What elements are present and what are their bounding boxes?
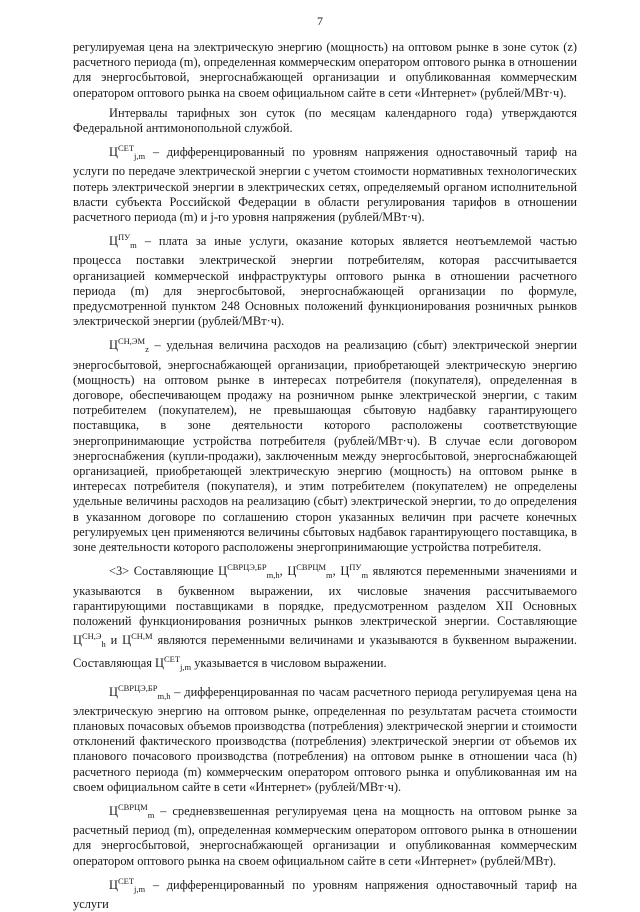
paragraph — [73, 334, 577, 555]
paragraph-text: – дифференцированный по уровням напряжения одноставочный тариф на услуги по передаче электрической энергии с учетом стоимости нормативных технологических потерь электрической энергии в электрических сетях, определяемый органом исполнительной власти субъекта Российской Федерации в области регулирования тарифов в отношении расчетного периода (m) и j-го уровня напряжения (рублей/МВт·ч). — [73, 145, 577, 225]
paragraph-text: – дифференцированная по часам расчетного периода регулируемая цена на электрическую энергию на оптовом рынке, определенная по результатам расчета стоимости плановых почасовых объемов производства (потребления) электрической энергии и стоимости отклонений фактического производства (потребления) электрической энергии от объемов их планового почасового производства (потребления) на оптовом рынке в отношении часа (h) расчетного периода (m) коммерческим оператором оптового рынка и опубликованная им на своем официальном сайте в сети «Интернет» (рублей/МВт·ч). — [73, 684, 577, 794]
paragraph: <3> Составляющие $Ц^{СВРЦЭ,БР}_{m,h}$, $Ц^{СВРЦМ}_m$, $Ц^{ПУ}_m$ являются переменными значениями и указываются в буквенном выражении, их числовые значения рассчитываемого гарантирующими поставщиками в порядке, предусмотренном разделом XII Основных положений функционирования розничных рынков электрической энергии. Составляющие $Ц^{СН,Э}_h$ и $Ц^{СН,М}$ являются переменными величинами и указываются в буквенном выражении. Составляющая $Ц^{СЕТ}_{j,m}$ указывается в числовом выражении. — [73, 562, 578, 673]
paragraph — [73, 874, 577, 912]
paragraph-text: – удельная величина расходов на реализацию (сбыт) электрической энергии энергосбытовой, энергоснабжающей организации, приобретающей электрическую энергию (мощность) на оптовом рынке в интересах потребителя (покупателя), определенная в договоре, обеспечивающем продажу на розничном рынке электрической энергии, с таким потребителем (покупателем), не превышающая сбытовую надбавку гарантирующего поставщика, в зоне деятельности которого расположены соответствующие энергопринимающие устройства потребителя (рублей/МВт·ч). В случае если договором энергоснабжения (купли-продажи), заключенным между энергосбытовой, энергоснабжающей организацией, приобретающей электрическую энергию (мощность) на оптовом рынке в интересах потребителя (покупателя), и этим потребителем (покупателем) не определены удельные величины расходов на реализацию (сбыт) электрической энергии, то до определения в указанном договоре по соглашению сторон указанных величин при расчете конечных регулируемых цен применяются величины сбытовых надбавок гарантирующего поставщика, в зоне деятельности которого расположены энергопринимающие устройства потребителя. — [73, 338, 577, 555]
paragraph — [73, 40, 577, 101]
symbol-c-svrcm: $Ц^{СВРЦМ}_m$ — [287, 562, 333, 581]
paragraph-text: – плата за иные услуги, оказание которых является неотъемлемой частью процесса поставки электрической энергии потребителям, которая рассчитывается организацией коммерческой инфраструктуры оптового рынка в отношении расчетного периода (m) для энергосбытовой, энергоснабжающей организации по формуле, предусмотренной пунктом 248 Основных положений функционирования розничных рынков электрической энергии (рублей/МВт·ч). — [73, 234, 577, 329]
paragraph — [73, 141, 577, 225]
symbol-c-pu: $Ц^{ПУ}_m$ — [109, 232, 137, 251]
paragraph — [73, 800, 577, 869]
symbol-c-pu: $Ц^{ПУ}_m$ — [340, 562, 369, 581]
symbol-c-set: $Ц^{СЕТ}_{j,m}$ — [109, 875, 146, 894]
page-number: 7 — [317, 14, 323, 28]
symbol-c-snm: $Ц^{СН,М}$ — [122, 631, 153, 648]
symbol-c-sne: $Ц^{СН,Э}_h$ — [73, 631, 106, 650]
symbol-c-svrcz: $Ц^{СВРЦЭ,БР}_{m,h}$ — [218, 562, 280, 581]
paragraph — [73, 230, 577, 329]
paragraph — [73, 106, 577, 136]
paragraph — [73, 681, 577, 795]
paragraph-text: – средневзвешенная регулируемая цена на мощность на оптовом рынке за расчетный период (m), определенная коммерческим оператором оптового рынка в отношении для энергосбытовой, энергоснабжающей организации и опубликованная коммерческим оператором оптового рынка на своем официальном сайте в сети «Интернет» (рублей/МВт). — [73, 803, 577, 868]
paragraph-text: – дифференцированный по уровням напряжения одноставочный тариф на услуги — [73, 877, 577, 911]
paragraph-text: Интервалы тарифных зон суток (по месяцам календарного года) утверждаются Федеральной антимонопольной службой. — [73, 105, 577, 136]
paragraph-text: регулируемая цена на электрическую энергию (мощность) на оптовом рынке в зоне суток (z) расчетного периода (m), определенная коммерческим оператором оптового рынка в отношении для энергосбытовой, энергоснабжающей организации и опубликованная коммерческим оператором оптового рынка на своем официальном сайте в сети «Интернет» (рублей/МВт·ч). — [73, 40, 577, 100]
symbol-c-snem: $Ц^{СН,ЭМ}_z$ — [109, 336, 149, 355]
document-body — [73, 40, 577, 912]
symbol-c-svrcz: $Ц^{СВРЦЭ,БР}_{m,h}$ — [109, 682, 171, 701]
symbol-c-svrcm: $Ц^{СВРЦМ}_m$ — [109, 801, 155, 820]
symbol-c-set: $Ц^{СЕТ}_{j,m}$ — [155, 654, 192, 673]
symbol-c-set: $Ц^{СЕТ}_{j,m}$ — [109, 143, 146, 162]
